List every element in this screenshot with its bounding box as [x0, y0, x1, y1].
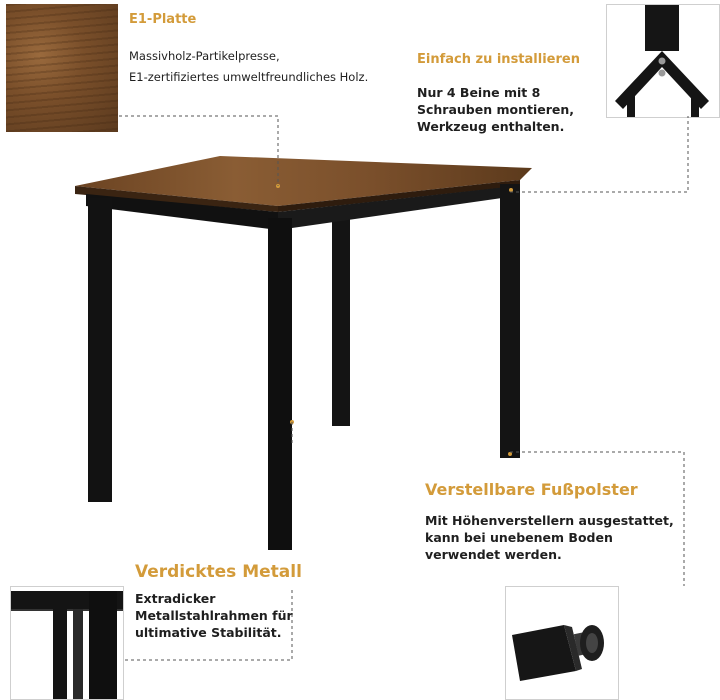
- foot-pad-detail-image: [505, 586, 619, 700]
- feet-description: [425, 512, 674, 563]
- e1-heading: E1-Platte: [129, 12, 197, 27]
- metal-description-line: ultimative Stabilität.: [135, 625, 282, 640]
- metal-description-line: Metallstahlrahmen für: [135, 608, 293, 623]
- e1-description-line: Massivholz-Partikelpresse,: [129, 49, 280, 63]
- feet-description-line: Mit Höhenverstellern ausgestattet,: [425, 513, 674, 528]
- metal-description-line: Extradicker: [135, 591, 216, 606]
- install-description-line: Werkzeug enthalten.: [417, 119, 565, 134]
- metal-description: [135, 590, 293, 641]
- install-heading: Einfach zu installieren: [417, 52, 580, 67]
- metal-heading: Verdicktes Metall: [135, 562, 302, 582]
- feet-heading: Verstellbare Fußpolster: [425, 480, 638, 499]
- install-description-line: Nur 4 Beine mit 8: [417, 85, 541, 100]
- e1-description-line: E1-zertifiziertes umweltfreundliches Holz.: [129, 70, 369, 84]
- frame-detail-image: [10, 586, 124, 700]
- feet-description-line: verwendet werden.: [425, 547, 562, 562]
- feet-description-line: kann bei unebenem Boden: [425, 530, 613, 545]
- install-description-line: Schrauben montieren,: [417, 102, 575, 117]
